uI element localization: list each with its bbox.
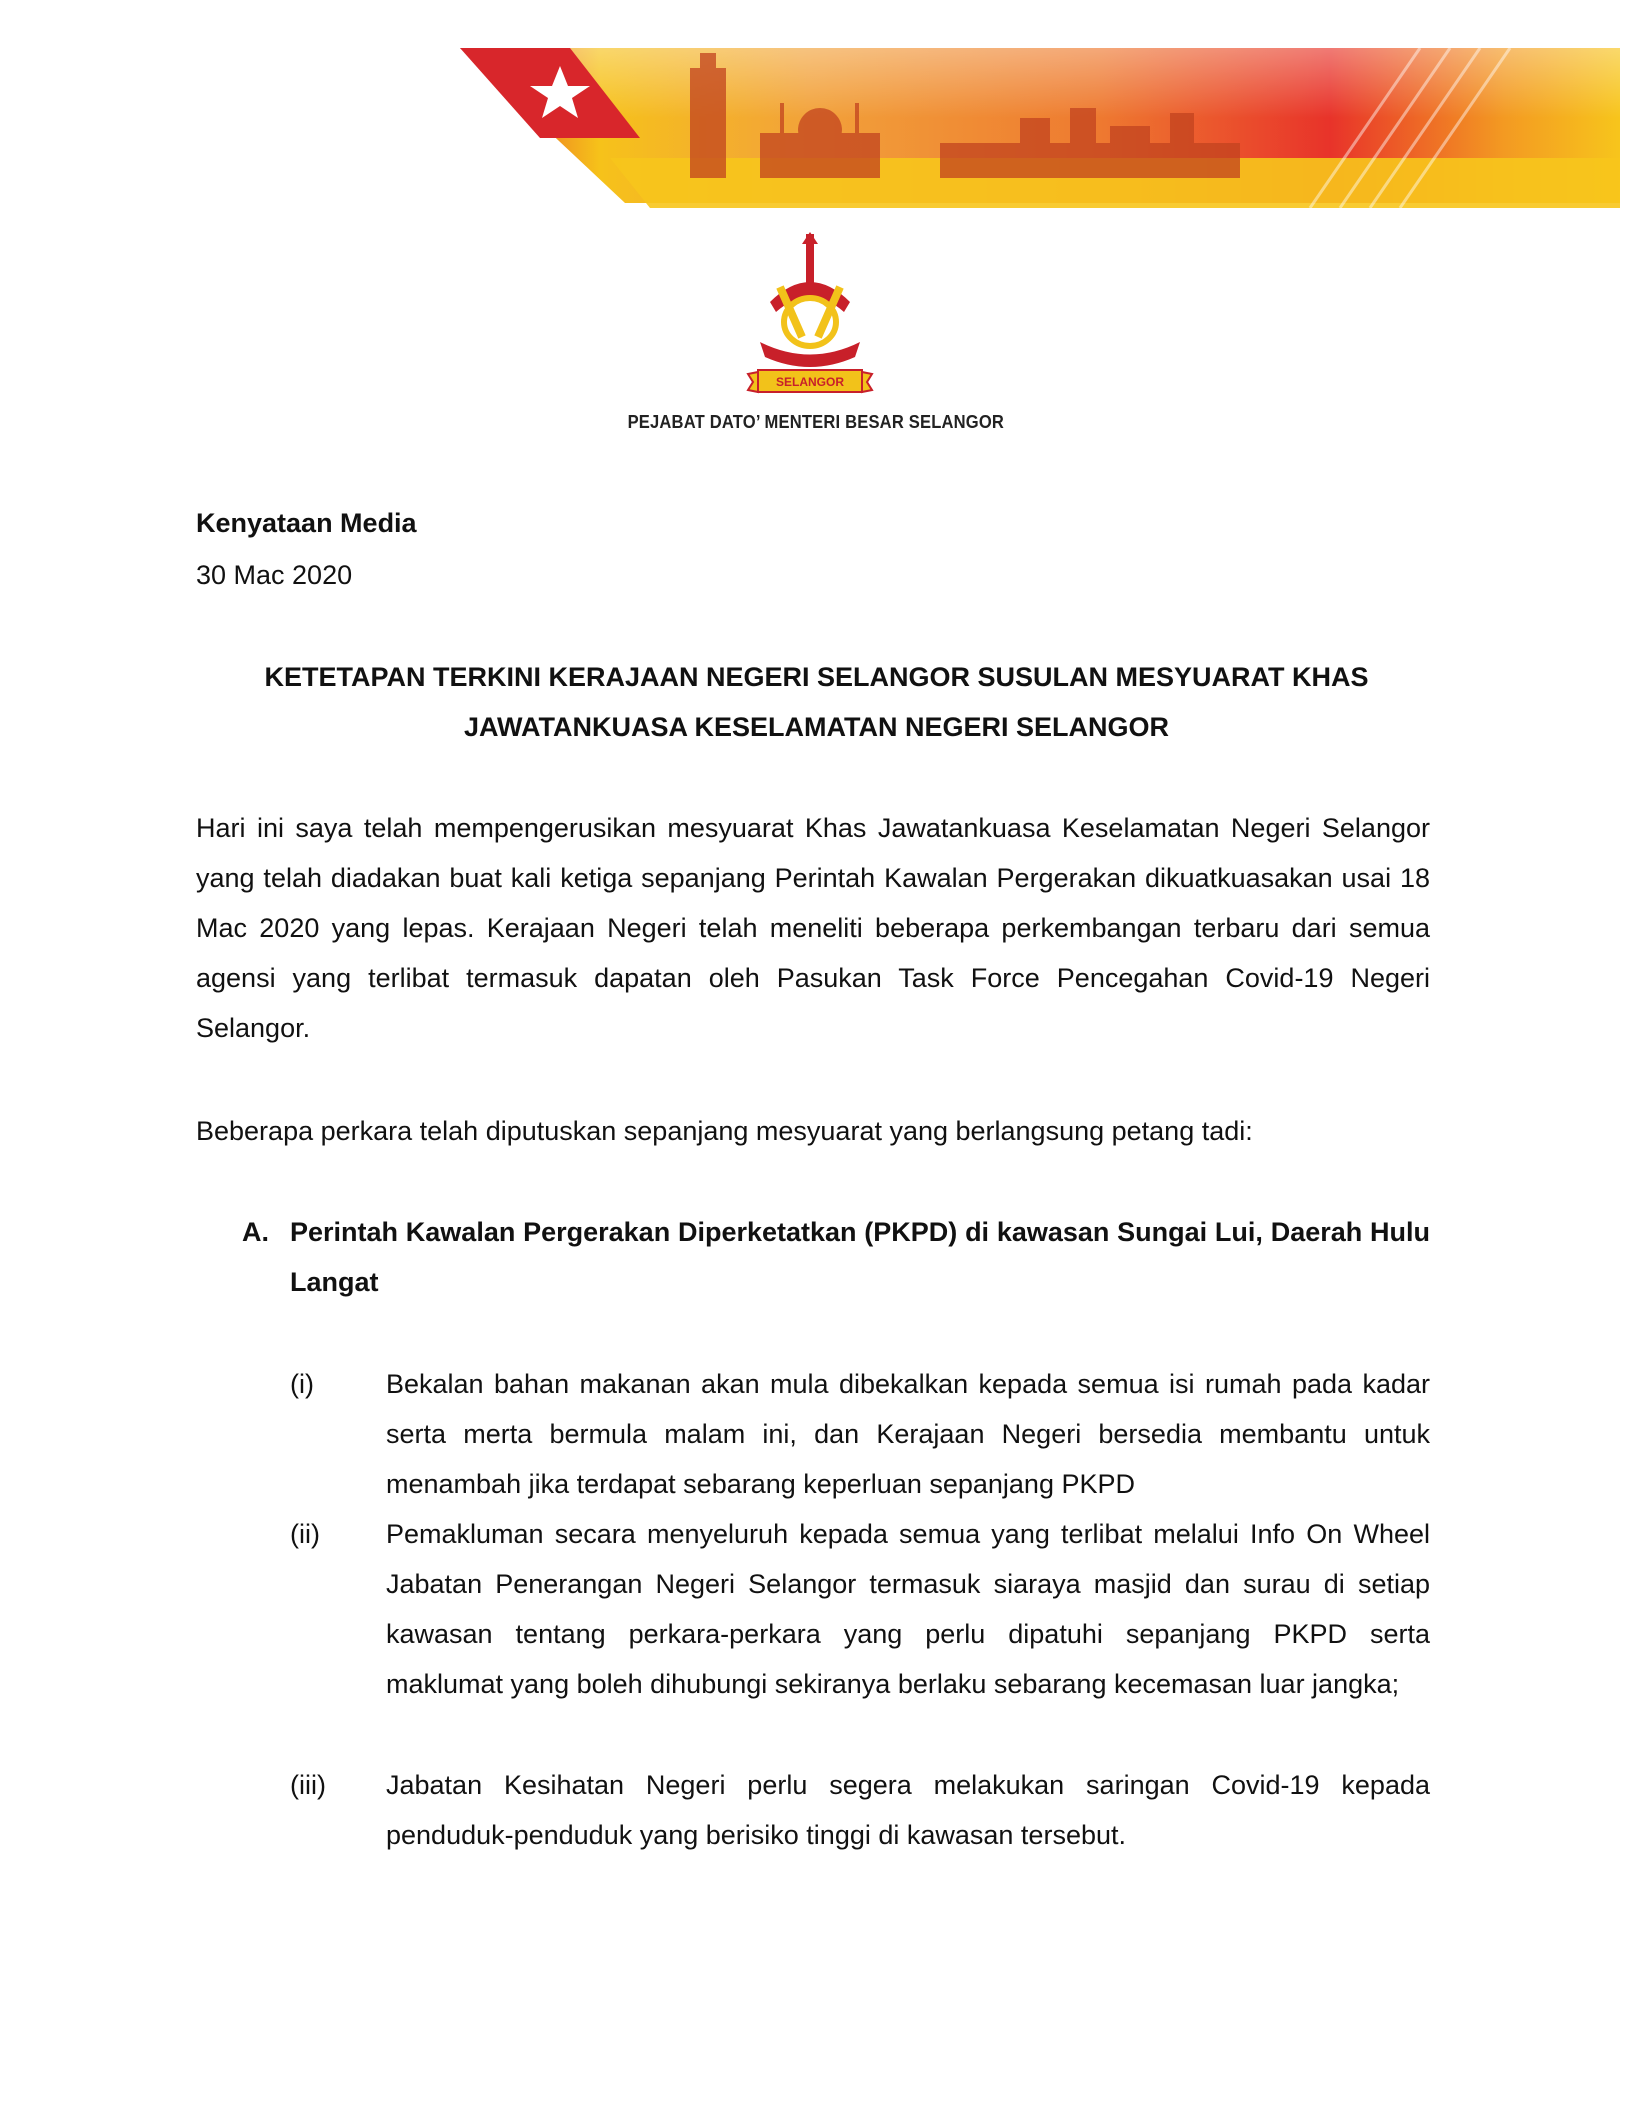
list-item: Jabatan Kesihatan Negeri perlu segera melakukan saringan Covid-19 kepada penduduk-penduduk yang berisiko tinggi di kawasan tersebut. — [386, 1770, 1430, 1850]
document-type: Kenyataan Media — [196, 508, 417, 538]
section-heading: Perintah Kawalan Pergerakan Diperketatkan (PKPD) di kawasan Sungai Lui, Daerah Hulu Langat — [290, 1217, 1430, 1297]
list-item: Pemakluman secara menyeluruh kepada semua yang terlibat melalui Info On Wheel Jabatan Penerangan Negeri Selangor termasuk siaraya masjid dan surau di setiap kawasan tentang perkara-perkara yang perlu dipatuhi sepanjang PKPD serta maklumat yang boleh dihubungi sekiranya berlaku sebarang kecemasan luar jangka; — [386, 1519, 1430, 1699]
document-title-line2: JAWATANKUASA KESELAMATAN NEGERI SELANGOR — [463, 712, 1170, 742]
office-name: PEJABAT DATO’ MENTERI BESAR SELANGOR — [627, 412, 1005, 432]
item-number: (i) — [290, 1369, 314, 1399]
document-date: 30 Mac 2020 — [196, 560, 353, 590]
list-item: Bekalan bahan makanan akan mula dibekalkan kepada semua isi rumah pada kadar serta merta bermula malam ini, dan Kerajaan Negeri bersedia membantu untuk menambah jika terdapat sebarang keperluan sepanjang PKPD — [386, 1369, 1430, 1499]
paragraph-decisions: Beberapa perkara telah diputuskan sepanjang mesyuarat yang berlangsung petang tadi: — [196, 1116, 1253, 1146]
selangor-crest-logo — [740, 232, 880, 404]
item-number: (ii) — [290, 1519, 320, 1549]
item-number: (iii) — [290, 1770, 326, 1800]
section-letter: A. — [242, 1217, 269, 1247]
header-banner — [460, 48, 1620, 208]
crest-label: SELANGOR — [775, 375, 845, 389]
document-title-line1: KETETAPAN TERKINI KERAJAAN NEGERI SELANGOR SUSULAN MESYUARAT KHAS — [264, 662, 1369, 692]
paragraph-intro: Hari ini saya telah mempengerusikan mesyuarat Khas Jawatankuasa Keselamatan Negeri Selangor yang telah diadakan buat kali ketiga sepanjang Perintah Kawalan Pergerakan dikuatkuasakan usai 18 Mac 2020 yang lepas. Kerajaan Negeri telah meneliti beberapa perkembangan terbaru dari semua agensi yang terlibat termasuk dapatan oleh Pasukan Task Force Pencegahan Covid-19 Negeri Selangor. — [196, 813, 1430, 1043]
